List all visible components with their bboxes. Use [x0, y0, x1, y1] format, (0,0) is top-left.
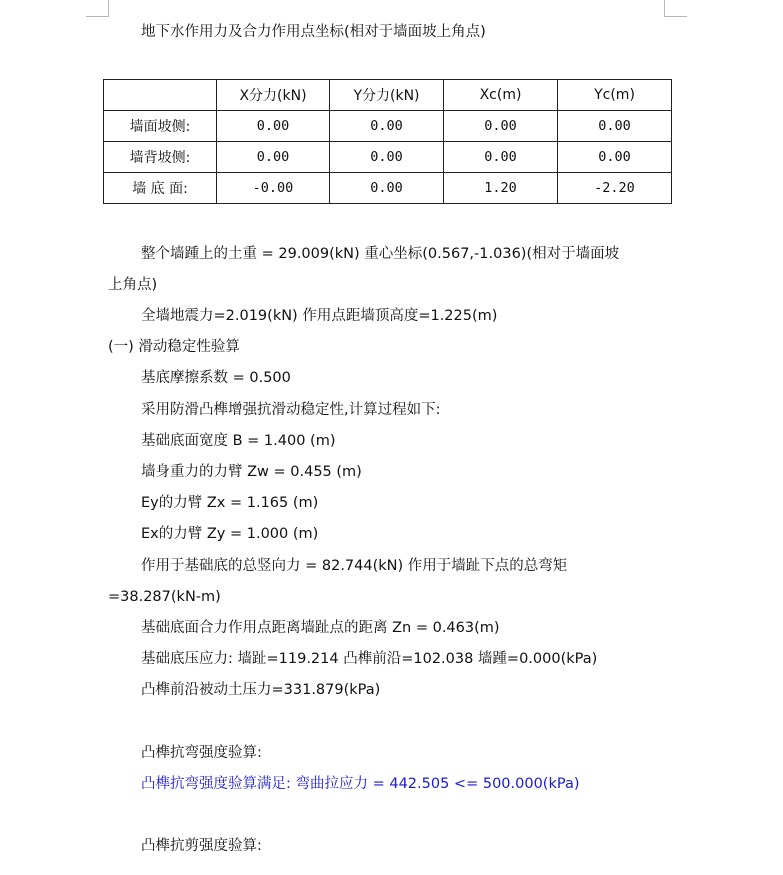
bending-check-result: 凸榫抗弯强度验算满足: 弯曲拉应力 = 442.505 <= 500.000(kPa)	[141, 776, 580, 792]
table-header-cell: Xc(m)	[444, 80, 558, 111]
table-cell: 0.00	[217, 111, 330, 142]
page-corner-mark-left	[86, 0, 109, 17]
table-cell: 0.00	[217, 142, 330, 173]
table-row	[104, 142, 672, 173]
section-heading: 地下水作用力及合力作用点坐标(相对于墙面坡上角点)	[141, 24, 486, 40]
table-cell: -0.00	[217, 173, 330, 204]
soil-weight-line-continued: 上角点)	[108, 277, 158, 293]
table-cell: 0.00	[558, 111, 672, 142]
page-corner-mark-right	[664, 0, 687, 17]
table-cell: 0.00	[444, 111, 558, 142]
table-cell: 0.00	[330, 173, 444, 204]
base-pressure-line: 基础底压应力: 墙趾=119.214 凸榫前沿=102.038 墙踵=0.000(kPa)	[141, 651, 598, 667]
vertical-force-line-continued: =38.287(kN-m)	[108, 589, 221, 605]
table-header-cell	[104, 80, 217, 111]
bending-check-title: 凸榫抗弯强度验算:	[141, 745, 262, 761]
row-label: 墙 底 面:	[104, 173, 217, 204]
table-cell: 0.00	[330, 111, 444, 142]
groundwater-force-table	[103, 79, 672, 204]
sliding-stability-section-title: (一) 滑动稳定性验算	[108, 339, 240, 355]
zx-line: Ey的力臂 Zx = 1.165 (m)	[141, 495, 319, 511]
table-header-row	[104, 80, 672, 111]
table-header-cell: X分力(kN)	[217, 80, 330, 111]
table-cell: 1.20	[444, 173, 558, 204]
table-cell: 0.00	[444, 142, 558, 173]
passive-pressure-line: 凸榫前沿被动土压力=331.879(kPa)	[141, 682, 381, 698]
zn-line: 基础底面合力作用点距离墙趾点的距离 Zn = 0.463(m)	[141, 620, 500, 636]
table-row	[104, 173, 672, 204]
shear-check-title: 凸榫抗剪强度验算:	[141, 838, 262, 854]
zy-line: Ex的力臂 Zy = 1.000 (m)	[141, 526, 319, 542]
zw-line: 墙身重力的力臂 Zw = 0.455 (m)	[141, 464, 362, 480]
row-label: 墙面坡侧:	[104, 111, 217, 142]
table-cell: -2.20	[558, 173, 672, 204]
table-cell: 0.00	[330, 142, 444, 173]
soil-weight-line: 整个墙踵上的土重 = 29.009(kN) 重心坐标(0.567,-1.036)(相对于墙面坡	[141, 246, 620, 262]
table-header-cell: Y分力(kN)	[330, 80, 444, 111]
method-line: 采用防滑凸榫增强抗滑动稳定性,计算过程如下:	[141, 402, 441, 418]
table-header-cell: Yc(m)	[558, 80, 672, 111]
vertical-force-line: 作用于基础底的总竖向力 = 82.744(kN) 作用于墙趾下点的总弯矩	[141, 558, 568, 574]
base-width-line: 基础底面宽度 B = 1.400 (m)	[141, 433, 336, 449]
seismic-force-line: 全墙地震力=2.019(kN) 作用点距墙顶高度=1.225(m)	[141, 308, 498, 324]
table-row	[104, 111, 672, 142]
friction-coefficient-line: 基底摩擦系数 = 0.500	[141, 370, 291, 386]
row-label: 墙背坡侧:	[104, 142, 217, 173]
table-cell: 0.00	[558, 142, 672, 173]
